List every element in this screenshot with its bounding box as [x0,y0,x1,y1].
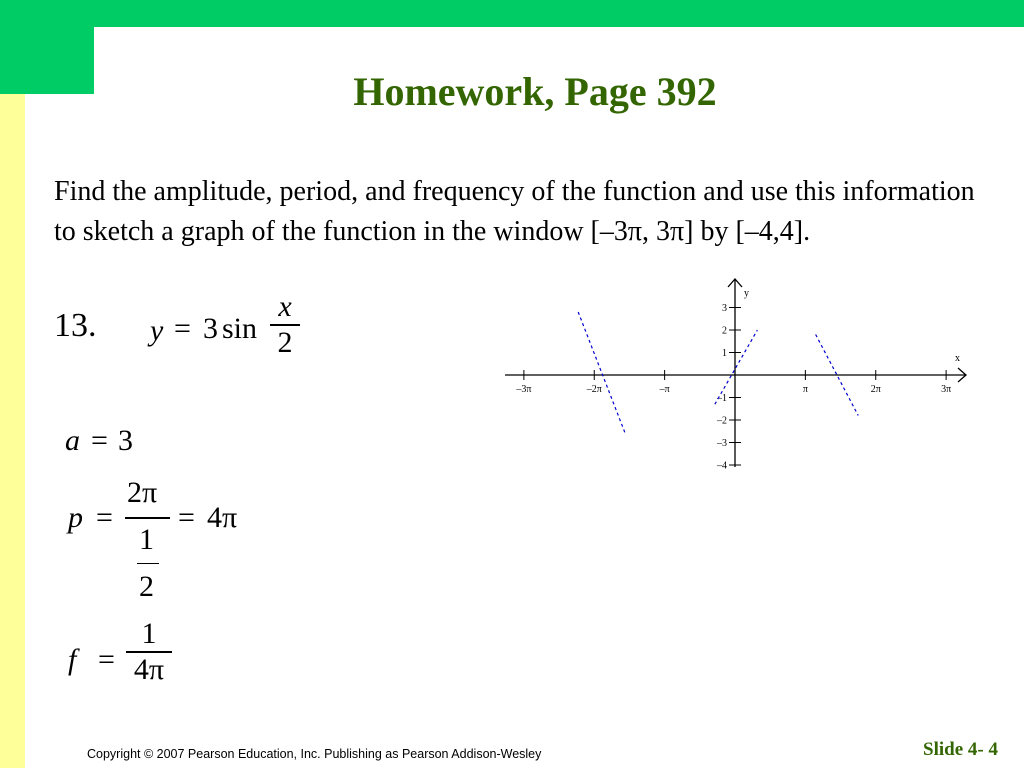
period-num: 2π [127,476,158,509]
period-inner-den: 2 [139,570,154,603]
eq-den: 2 [277,326,293,359]
curve-segment-2 [715,330,758,404]
x-tick-label: –3π [516,384,532,395]
period-inner-bar [137,563,159,564]
eq-fraction [270,290,300,360]
eq-num: x [278,290,292,323]
y-tick-label: –2 [717,415,727,427]
eq-func: sin [222,312,258,345]
freq-var: f [68,643,77,676]
curve-segment-1 [578,312,625,434]
period-equals: = [96,501,113,534]
x-axis-label: x [955,353,960,364]
y-tick-label: –3 [717,438,727,449]
slide-title: Homework, Page 392 [353,69,717,114]
freq-fraction [126,617,172,687]
y-tick-label: 2 [722,325,727,337]
x-tick-label: π [802,384,808,395]
amp-var: a [65,424,80,457]
period-inner-num: 1 [139,523,154,556]
y-tick-label: –4 [717,460,727,472]
x-tick-label: –2π [586,384,602,395]
amp-equals: = [91,424,108,457]
amp-value: 3 [118,424,133,457]
slide-number: Slide 4- 4 [923,739,998,760]
y-tick-label: 1 [722,348,727,359]
eq-equals: = [174,312,191,345]
sine-graph [500,275,970,475]
freq-den: 4π [133,653,165,686]
period-equals-2: = [178,501,195,534]
left-accent-bar [0,94,25,768]
x-tick-label: 3π [941,384,952,395]
y-axis-label: y [744,288,749,299]
freq-num: 1 [141,617,157,650]
x-tick-label: 2π [870,384,881,395]
period-var: p [68,501,83,534]
copyright-text: Copyright © 2007 Pearson Education, Inc. Publishing as Pearson Addison-Wesley [87,747,542,761]
y-tick-label: 3 [722,303,727,314]
instructions-text: Find the amplitude, period, and frequency of the function and use this information to sketch a graph of the function in the window [–3π, 3π] by [–4,4]. [54,176,975,247]
y-tick-label: –1 [717,393,727,404]
freq-equals: = [98,643,115,676]
x-tick-label: –π [659,384,670,395]
problem-number: 13. [54,307,97,344]
period-main-bar [125,517,170,519]
eq-lhs: y [150,314,164,347]
top-accent-bar [0,0,1024,27]
period-result: 4π [207,501,238,534]
eq-coef: 3 [203,312,218,345]
